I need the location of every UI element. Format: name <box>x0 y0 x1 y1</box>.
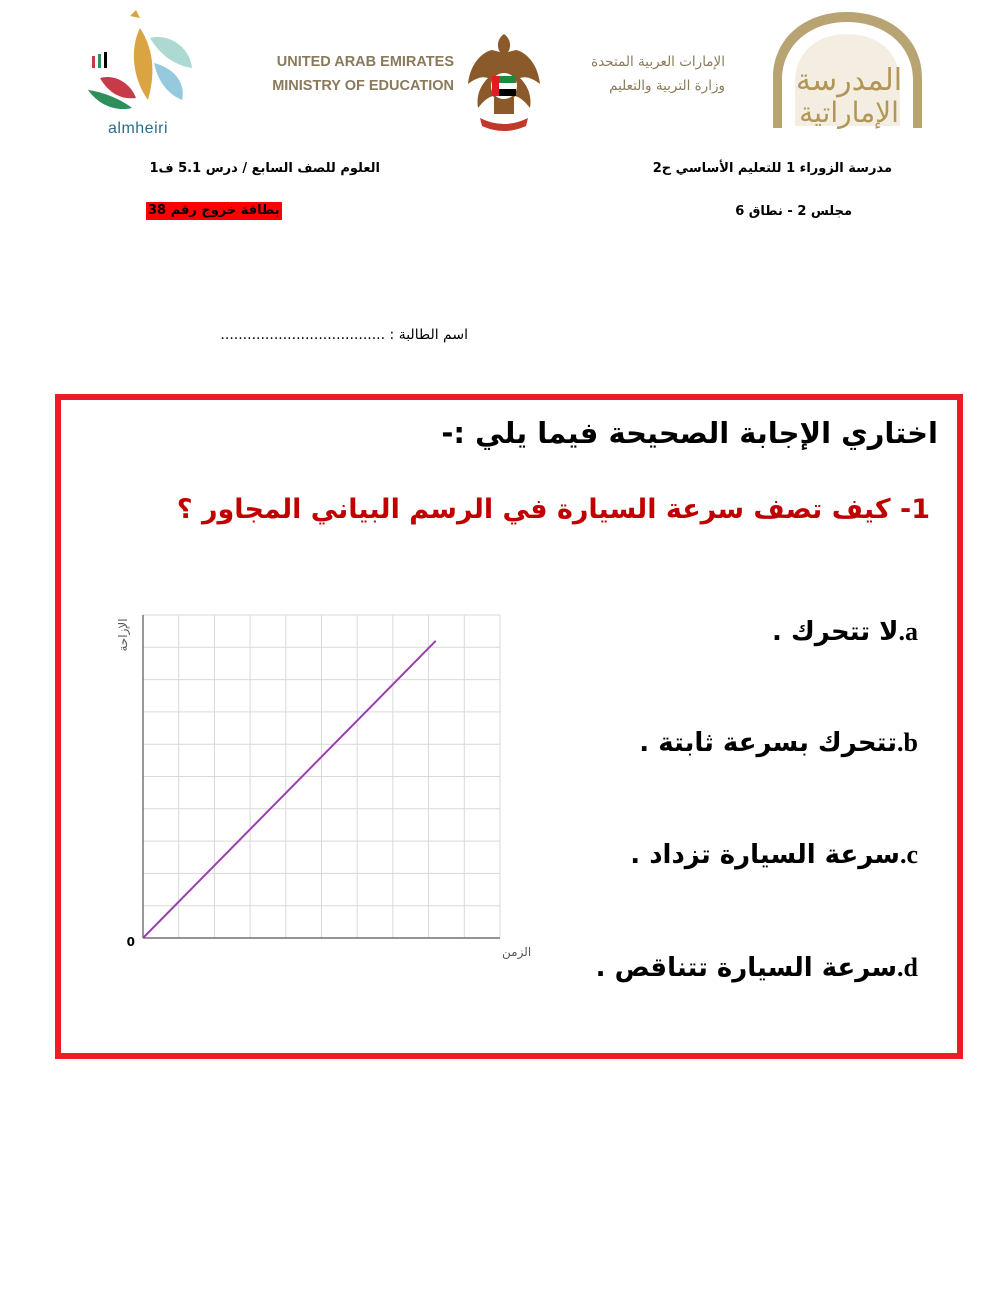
option-c[interactable] <box>630 840 918 870</box>
series-line-displacement <box>143 641 436 938</box>
emirati-school-logo <box>765 8 930 133</box>
displacement-time-graph <box>110 605 532 965</box>
option-a[interactable] <box>772 617 918 647</box>
origin-label: 0 <box>126 935 135 949</box>
school-logo-line1: المدرسة <box>795 63 903 98</box>
option-letter: d. <box>897 953 918 982</box>
emirati-school-arch-icon <box>765 8 930 133</box>
school-name: مدرسة الزوراء 1 للتعليم الأساسي ح2 <box>652 161 892 176</box>
option-letter: b. <box>897 728 918 757</box>
option-text: لا تتحرك . <box>772 617 899 647</box>
option-d[interactable] <box>596 953 918 983</box>
x-axis-label: الزمن <box>502 945 532 959</box>
almheiri-logo-icon <box>70 8 210 118</box>
option-letter: c. <box>899 840 918 869</box>
ministry-arabic <box>545 50 725 98</box>
ministry-ar-line1: الإمارات العربية المتحدة <box>591 54 725 70</box>
ministry-en-line2: MINISTRY OF EDUCATION <box>272 78 454 94</box>
school-logo-line2: الإماراتية <box>799 96 899 129</box>
almheiri-logo-text: almheiri <box>108 120 169 137</box>
chart-series <box>143 641 436 938</box>
subject-lesson: العلوم للصف السابع / درس 5.1 ف1 <box>149 161 380 176</box>
chart-svg <box>110 605 532 965</box>
ministry-ar-line2: وزارة التربية والتعليم <box>609 78 725 94</box>
option-letter: a. <box>898 617 918 646</box>
option-text: سرعة السيارة تزداد . <box>630 840 900 870</box>
student-name-line[interactable]: اسم الطالبة : ..................................... <box>220 327 468 343</box>
chart-grid <box>143 615 500 938</box>
uae-emblem <box>462 30 546 134</box>
option-text: سرعة السيارة تتناقص . <box>595 953 898 983</box>
exit-card-badge: بطاقة خروج رقم 38 <box>148 203 280 218</box>
falcon-emblem-icon <box>462 30 546 134</box>
almheiri-logo <box>70 8 210 136</box>
ministry-en-line1: UNITED ARAB EMIRATES <box>276 54 454 70</box>
instruction-heading: اختاري الإجابة الصحيحة فيما يلي :- <box>441 416 938 450</box>
option-text: تتحرك بسرعة ثابتة . <box>639 728 898 758</box>
majlis-zone: مجلس 2 - نطاق 6 <box>735 204 852 219</box>
question-text: 1- كيف تصف سرعة السيارة في الرسم البياني المجاور ؟ <box>176 494 930 525</box>
ministry-english <box>272 50 454 98</box>
y-axis-label: الإزاحة <box>116 618 130 652</box>
option-b[interactable] <box>639 728 918 758</box>
